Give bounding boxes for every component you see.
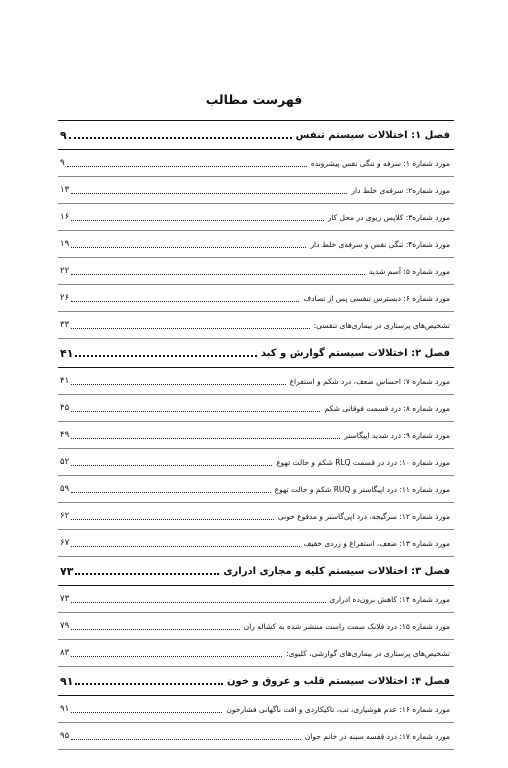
toc-page-number: ۹۱ xyxy=(60,674,74,688)
toc-item-12[interactable] xyxy=(58,503,454,530)
toc-page-number: ۱۳ xyxy=(60,185,70,195)
page-title: فهرست مطالب xyxy=(205,92,303,107)
toc-page-number: ۴۹ xyxy=(60,430,70,440)
toc-label: تشخیص‌های پرستاری در بیماری‌های گوارشی، کلیوی: xyxy=(286,648,450,658)
toc-label: فصل ۱: اختلالات سیستم تنفس xyxy=(295,129,450,141)
toc-page-number: ۷۹ xyxy=(60,621,70,631)
dot-leader xyxy=(71,739,301,740)
dot-leader xyxy=(75,573,219,575)
dot-leader xyxy=(67,166,307,167)
toc-label: فصل ۴: اختلالات سیستم قلب و عروق و خون xyxy=(227,675,450,687)
toc-item-4[interactable] xyxy=(58,231,454,258)
toc-page-number: ۹۵ xyxy=(60,731,70,741)
dot-leader xyxy=(71,301,299,302)
dot-leader xyxy=(69,137,292,139)
dot-leader xyxy=(71,411,320,412)
toc-page-number: ۹۱ xyxy=(60,704,70,714)
dot-leader xyxy=(75,683,223,685)
toc-label: مورد شماره ۱۰: درد در قسمت RLQ شکم و حالت تهوع xyxy=(276,457,450,467)
toc-label: مورد شماره ۱۵: درد فلانک سمت راست منتشر شده به کشاله ران xyxy=(243,621,450,631)
toc-item-14[interactable] xyxy=(58,586,454,613)
toc-label: مورد شماره ۸: درد قسمت فوقانی شکم xyxy=(324,403,450,413)
toc-page-number: ۴۱ xyxy=(60,346,74,360)
toc-page-number: ۴۵ xyxy=(60,403,70,413)
toc-item-10[interactable] xyxy=(58,449,454,476)
dot-leader xyxy=(71,247,306,248)
toc-label: مورد شماره ۷: احساس ضعف، درد شکم و استفراغ xyxy=(289,376,450,386)
toc-item-1[interactable] xyxy=(58,150,454,177)
toc-page-number: ۹ xyxy=(60,128,67,142)
toc-chapter-1[interactable] xyxy=(58,121,454,150)
toc-label: مورد شماره۳: کلاپس ریوی در محل کار xyxy=(327,212,450,222)
toc-chapter-3[interactable] xyxy=(58,557,454,586)
toc-label: مورد شماره ۱۱: درد اپیگاستر و RUQ شکم و حالت تهوع xyxy=(274,484,450,494)
dot-leader xyxy=(71,546,299,547)
toc-item-3[interactable] xyxy=(58,204,454,231)
toc-page-number: ۱۹ xyxy=(60,239,70,249)
dot-leader xyxy=(71,465,272,466)
dot-leader xyxy=(75,355,256,357)
toc-item-nursing-diagnoses-gi-renal[interactable] xyxy=(58,640,454,667)
dot-leader xyxy=(71,220,324,221)
toc-item-17[interactable] xyxy=(58,723,454,750)
toc-label: مورد شماره ۱۶: عدم هوشیاری، تب، تاکیکاردی و افت ناگهانی فشارخون xyxy=(226,704,450,714)
toc-page-number: ۲۲ xyxy=(60,266,70,276)
toc-page-number: ۵۲ xyxy=(60,457,70,467)
dot-leader xyxy=(71,492,271,493)
toc-page-number: ۲۶ xyxy=(60,293,70,303)
toc-item-nursing-diagnoses-respiratory[interactable] xyxy=(58,312,454,339)
toc-chapter-4[interactable] xyxy=(58,667,454,696)
dot-leader xyxy=(71,384,285,385)
dot-leader xyxy=(71,656,282,657)
toc-page-number: ۷۳ xyxy=(60,594,70,604)
toc-page-number: ۶۲ xyxy=(60,511,70,521)
toc-page-number: ۷۳ xyxy=(60,564,74,578)
toc-item-11[interactable] xyxy=(58,476,454,503)
toc-label: مورد شماره ۱۲: سرگیجه، درد اپی‌گاستر و مدفوع خونی xyxy=(277,511,450,521)
toc-item-8[interactable] xyxy=(58,395,454,422)
toc-page-number: ۹ xyxy=(60,158,65,168)
dot-leader xyxy=(71,602,325,603)
table-of-contents xyxy=(58,120,454,750)
toc-item-16[interactable] xyxy=(58,696,454,723)
toc-label: مورد شماره ۱۷: درد قفسه سینه در خانم جوان xyxy=(304,731,450,741)
toc-label: مورد شماره۴: تنگی نفس و سرفه‌ی خلط دار xyxy=(310,239,450,249)
toc-item-6[interactable] xyxy=(58,285,454,312)
toc-label: فصل ۲: اختلالات سیستم گوارش و کبد xyxy=(260,347,450,359)
toc-item-2[interactable] xyxy=(58,177,454,204)
toc-label: مورد شماره ۱۳: ضعف، استفراغ و زردی خفیف xyxy=(303,538,450,548)
toc-page-number: ۵۹ xyxy=(60,484,70,494)
toc-item-13[interactable] xyxy=(58,530,454,557)
toc-page-number: ۶۷ xyxy=(60,538,70,548)
dot-leader xyxy=(71,438,340,439)
dot-leader xyxy=(71,193,347,194)
toc-item-9[interactable] xyxy=(58,422,454,449)
dot-leader xyxy=(71,629,240,630)
toc-label: مورد شماره ۵: آسم شدید xyxy=(368,266,450,276)
toc-page-number: ۴۱ xyxy=(60,376,70,386)
toc-page-number: ۳۳ xyxy=(60,320,70,330)
toc-label: فصل ۳: اختلالات سیستم کلیه و مجاری ادراری xyxy=(223,565,450,577)
toc-item-15[interactable] xyxy=(58,613,454,640)
dot-leader xyxy=(71,328,309,329)
dot-leader xyxy=(71,519,274,520)
toc-page-number: ۸۳ xyxy=(60,648,70,658)
toc-label: مورد شماره ۹: درد شدید اپیگاستر xyxy=(344,430,450,440)
toc-label: مورد شماره۲: سرفه‌ی خلط دار xyxy=(351,185,450,195)
toc-label: مورد شماره ۱: سرفه و تنگی نفس پیشرونده xyxy=(310,158,450,168)
dot-leader xyxy=(71,274,365,275)
toc-label: تشخیص‌های پرستاری در بیماری‌های تنفسی: xyxy=(313,320,450,330)
toc-chapter-2[interactable] xyxy=(58,339,454,368)
toc-label: مورد شماره ۶: دیسترس تنفسی پس از تصادف xyxy=(303,293,450,303)
dot-leader xyxy=(71,712,222,713)
toc-label: مورد شماره ۱۴: کاهش برون‌ده ادراری xyxy=(329,594,450,604)
toc-item-5[interactable] xyxy=(58,258,454,285)
toc-page-number: ۱۶ xyxy=(60,212,70,222)
toc-item-7[interactable] xyxy=(58,368,454,395)
